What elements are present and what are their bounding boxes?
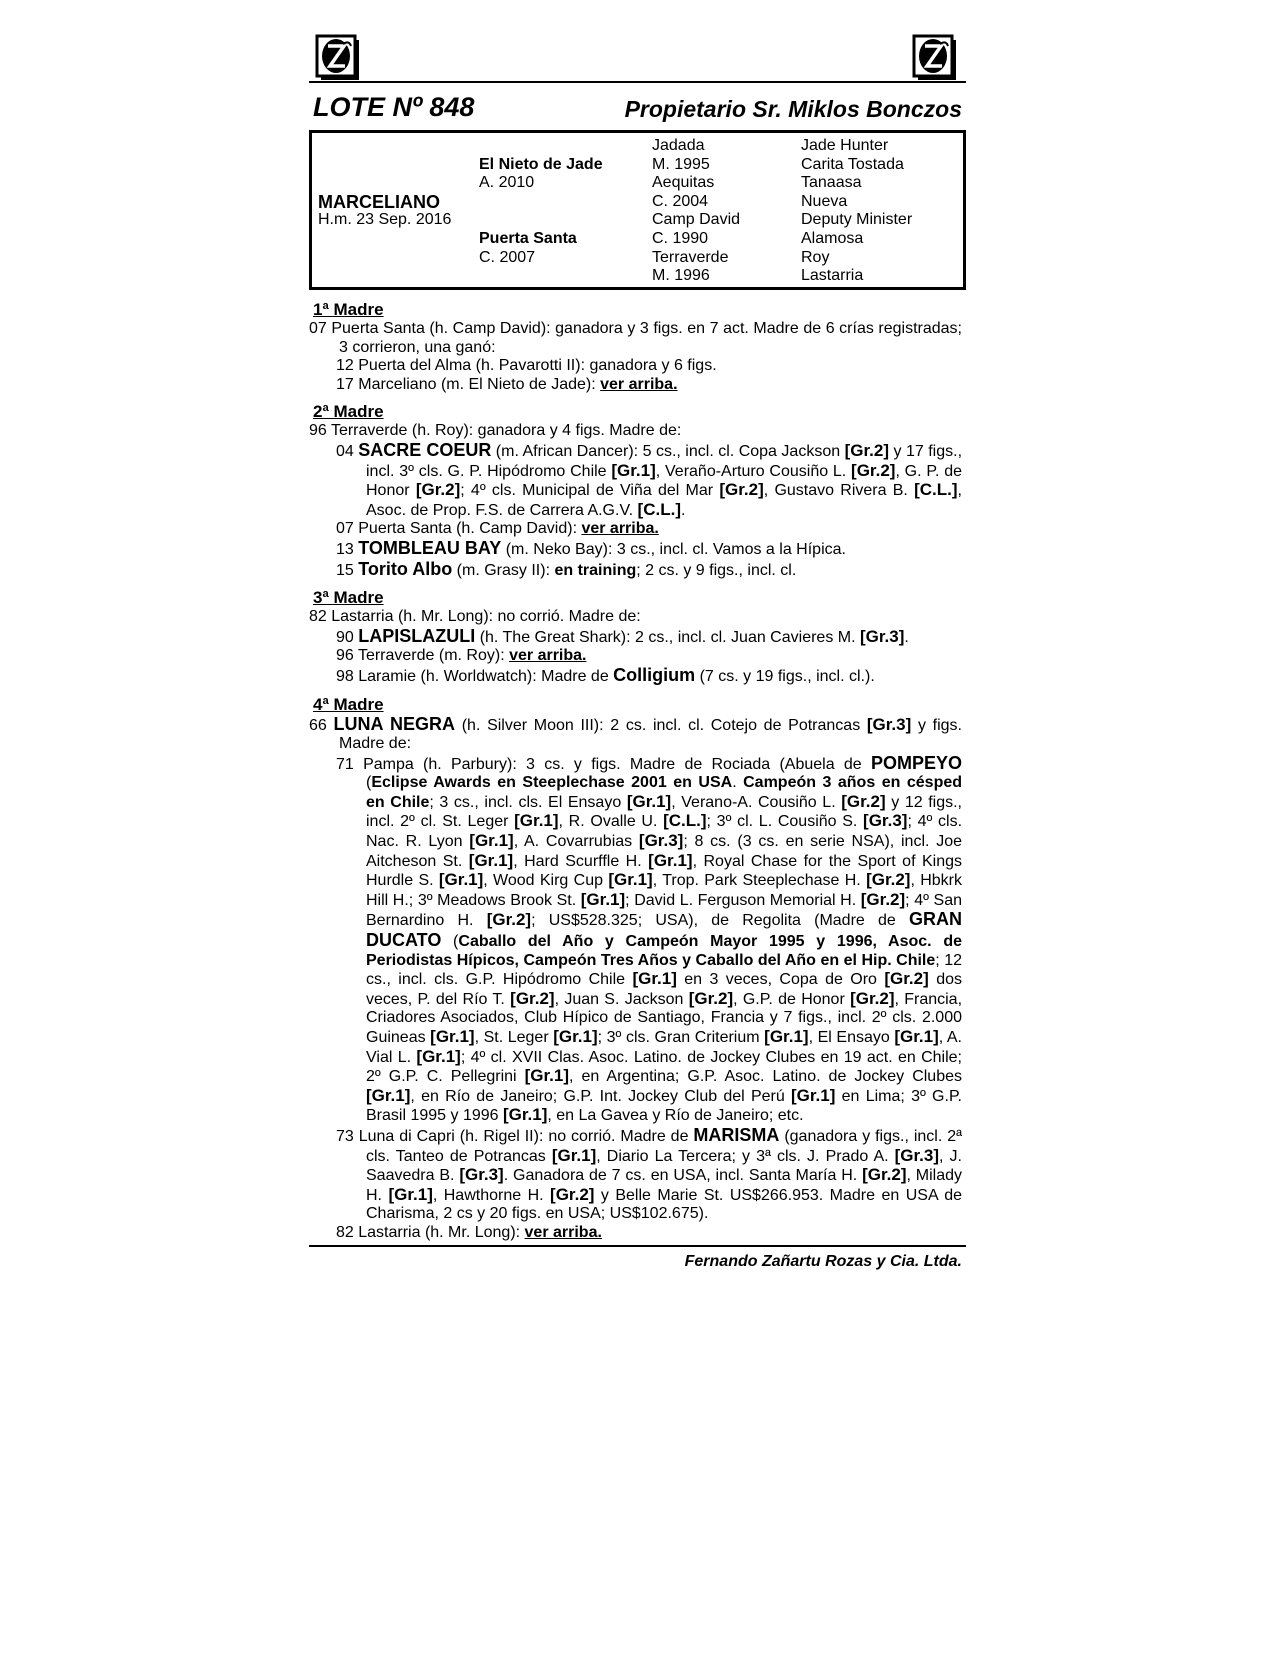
see-above-link: ver arriba. <box>509 647 587 665</box>
offspring-entry: 13 TOMBLEAU BAY (m. Neko Bay): 3 cs., incl. cl. Vamos a la Hípica. <box>336 537 846 558</box>
pedigree-cell: C. 2004 <box>652 192 709 210</box>
pedigree-cell: Jade Hunter <box>801 137 889 154</box>
offspring-entry: 90 LAPISLAZULI (h. The Great Shark): 2 cs., incl. cl. Juan Cavieres M. [Gr.3]. <box>336 625 909 646</box>
pedigree-col-great-grandparents <box>801 137 912 286</box>
pedigree-cell: Terraverde <box>652 248 729 266</box>
dam-name: Puerta Santa <box>479 229 577 247</box>
pedigree-col-grandparents <box>652 137 740 286</box>
offspring-entry: 12 Puerta del Alma (h. Pavarotti II): ganadora y 6 figs. <box>336 357 717 375</box>
offspring-entry: 04 SACRE COEUR (m. African Dancer): 5 cs., incl. cl. Copa Jackson [Gr.2] y 17 figs., incl. 3º cls. G. P. Hipódromo Chile [Gr.1], Veraño-Arturo Cousiño L. [Gr.2], G. P. de Honor [Gr.2]; 4º cls. Municipal de Viña del Mar [Gr.2], Gustavo Rivera B. [C.L.], Asoc. de Prop. F.S. de Carrera A.G.V. [C.L.]. <box>336 439 963 519</box>
offspring-entry: 73 Luna di Capri (h. Rigel II): no corrió. Madre de MARISMA (ganadora y figs., incl. 2ª cls. Tanteo de Potrancas [Gr.1], Diario La Tercera; y 3ª cls. J. Prado A. [Gr.3], J. Saavedra B. [Gr.3]. Ganadora de 7 cs. en USA, incl. Santa María H. [Gr.2], Milady H. [Gr.1], Hawthorne H. [Gr.2] y Belle Marie St. US$266.953. Madre en USA de Charisma, 2 cs y 20 figs. en USA; US$102.675). <box>336 1124 963 1223</box>
pedigree-cell: Lastarria <box>801 267 864 285</box>
section-heading: 4ª Madre <box>313 694 384 714</box>
title-row <box>309 92 966 130</box>
sire-name: El Nieto de Jade <box>479 155 603 173</box>
see-above-link: ver arriba. <box>581 520 659 538</box>
pedigree-cell: Aequitas <box>652 174 715 192</box>
dam-info: C. 2007 <box>479 248 536 266</box>
pedigree-table <box>309 130 966 290</box>
sire-info: A. 2010 <box>479 174 535 192</box>
see-above-link: ver arriba. <box>600 375 678 393</box>
pedigree-cell: Camp David <box>652 211 741 229</box>
pedigree-cell: M. 1996 <box>652 267 710 285</box>
pedigree-cell: Jadada <box>652 137 705 154</box>
dam-entry: 82 Lastarria (h. Mr. Long): no corrió. Madre de: <box>309 608 641 626</box>
zanartu-logo-icon <box>912 34 960 82</box>
pedigree-cell: Roy <box>801 248 830 266</box>
pedigree-cell: Nueva <box>801 192 848 210</box>
pedigree-col-horse <box>318 137 451 230</box>
lot-number: LOTE Nº 848 <box>313 92 475 122</box>
owner-name: Propietario Sr. Miklos Bonczos <box>624 96 962 122</box>
pedigree-cell: C. 1990 <box>652 229 709 247</box>
offspring-entry: 96 Terraverde (m. Roy): ver arriba. <box>336 647 587 665</box>
logo-row <box>309 30 966 82</box>
offspring-entry: 07 Puerta Santa (h. Camp David): ver arriba. <box>336 520 659 538</box>
offspring-entry: 17 Marceliano (m. El Nieto de Jade): ver arriba. <box>336 375 678 393</box>
pedigree-cell: Deputy Minister <box>801 211 913 229</box>
offspring-entry: 71 Pampa (h. Parbury): 3 cs. y figs. Madre de Rociada (Abuela de POMPEYO (Eclipse Awards en Steeplechase 2001 en USA. Campeón 3 años en césped en Chile; 3 cs., incl. cls. El Ensayo [Gr.1], Verano-A. Cousiño L. [Gr.2] y 12 figs., incl. 2º cl. St. Leger [Gr.1], R. Ovalle U. [C.L.]; 3º cl. L. Cousiño S. [Gr.3]; 4º cls. Nac. R. Lyon [Gr.1], A. Covarrubias [Gr.3]; 8 cs. (3 cs. en serie NSA), incl. Joe Aitcheson St. [Gr.1], Hard Scurffle H. [Gr.1], Royal Chase for the Sport of Kings Hurdle S. [Gr.1], Wood Kirg Cup [Gr.1], Trop. Park Steeplechase H. [Gr.2], Hbkrk Hill H.; 3º Meadows Brook St. [Gr.1]; David L. Ferguson Memorial H. [Gr.2]; 4º San Bernardino H. [Gr.2]; US$528.325; USA), de Regolita (Madre de GRAN DUCATO (Caballo del Año y Campeón Mayor 1995 y 1996, Asoc. de Periodistas Hípicos, Campeón Tres Años y Caballo del Año en el Hip. Chile; 12 cs., incl. cls. G.P. Hipódromo Chile [Gr.1] en 3 veces, Copa de Oro [Gr.2] dos veces, P. del Río T. [Gr.2], Juan S. Jackson [Gr.2], G.P. de Honor [Gr.2], Francia, Criadores Asociados, Club Hípico de Santiago, Francia y 7 figs., incl. 2º cls. 2.000 Guineas [Gr.1], St. Leger [Gr.1]; 3º cls. Gran Criterium [Gr.1], El Ensayo [Gr.1], A. Vial L. [Gr.1]; 4º cl. XVII Clas. Asoc. Latino. de Jockey Clubes en 19 act. en Chile; 2º G.P. C. Pellegrini [Gr.1], en Argentina; G.P. Asoc. Latino. de Jockey Clubes [Gr.1], en Río de Janeiro; G.P. Int. Jockey Club del Perú [Gr.1] en Lima; 3º G.P. Brasil 1995 y 1996 [Gr.1], en La Gavea y Río de Janeiro; etc. <box>336 752 963 1125</box>
horse-name: MARCELIANO <box>318 191 440 212</box>
offspring-entry: 98 Laramie (h. Worldwatch): Madre de Colligium (7 cs. y 19 figs., incl. cl.). <box>336 664 875 685</box>
see-above-link: ver arriba. <box>524 1223 602 1241</box>
offspring-entry: 82 Lastarria (h. Mr. Long): ver arriba. <box>336 1223 602 1241</box>
zanartu-logo-icon <box>315 34 363 82</box>
dam-entry: 96 Terraverde (h. Roy): ganadora y 4 figs. Madre de: <box>309 422 682 440</box>
offspring-entry: 15 Torito Albo (m. Grasy II): en training; 2 cs. y 9 figs., incl. cl. <box>336 558 797 579</box>
pedigree-col-parents <box>479 137 603 267</box>
pedigree-cell: Tanaasa <box>801 174 862 192</box>
dam-entry: 66 LUNA NEGRA (h. Silver Moon III): 2 cs. incl. cl. Cotejo de Potrancas [Gr.3] y figs. Madre de: <box>309 713 962 753</box>
pedigree-cell: Alamosa <box>801 229 864 247</box>
header-divider <box>309 81 966 83</box>
section-heading: 3ª Madre <box>313 588 384 608</box>
horse-info: H.m. 23 Sep. 2016 <box>318 211 452 229</box>
footer-divider <box>309 1245 966 1247</box>
section-heading: 1ª Madre <box>313 300 384 319</box>
pedigree-cell: M. 1995 <box>652 155 710 173</box>
section-heading: 2ª Madre <box>313 402 384 422</box>
pedigree-cell: Carita Tostada <box>801 155 904 173</box>
footer-company: Fernando Zañartu Rozas y Cia. Ltda. <box>684 1252 962 1270</box>
dam-entry: 07 Puerta Santa (h. Camp David): ganadora y 3 figs. en 7 act. Madre de 6 crías registradas; 3 corrieron, una ganó: <box>309 320 962 356</box>
catalog-page <box>309 30 966 1271</box>
dam-sections <box>309 300 966 1243</box>
